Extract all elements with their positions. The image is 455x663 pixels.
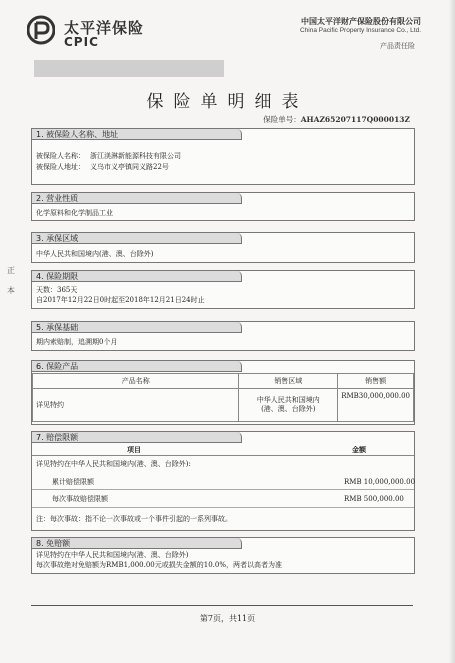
col-header: 销售区域: [239, 374, 338, 389]
redacted-strip: [34, 60, 224, 77]
section-title: 7. 赔偿限额: [32, 432, 242, 443]
deductible-scope: 详见特约在中华人民共和国境内(港、澳、台除外): [36, 551, 189, 559]
insured-address: 义乌市义亭镇同义路22号: [90, 163, 169, 171]
section-title: 1. 被保险人名称、地址: [32, 129, 242, 140]
deductible-terms: 每次事故绝对免赔额为RMB1,000.00元或损失金额的10.0%，两者以高者为准: [36, 561, 282, 569]
cpic-logo-icon: [27, 15, 55, 45]
brand-name-cn: 太平洋保险: [64, 19, 145, 37]
section-limits: [31, 431, 415, 531]
trigger-basis: 期内索赔制，追溯期0个月: [36, 338, 118, 346]
insured-name: 浙江渼淋新能源科技有限公司: [90, 152, 181, 160]
period-range: 自2017年12月22日0时起至2018年12月21日24时止: [36, 296, 205, 304]
section-title: 3. 承保区域: [32, 233, 242, 244]
page-title: 保险单明细表: [146, 92, 309, 112]
section-business-nature: [31, 192, 415, 221]
coverage-territory: 中华人民共和国境内(港、澳、台除外): [36, 250, 154, 258]
per-occurrence-limit-label: 每次事故赔偿限额: [52, 495, 108, 503]
aggregate-limit-label: 累计赔偿限额: [52, 478, 94, 486]
per-occurrence-limit-amount: RMB 500,000.00: [344, 495, 404, 503]
side-mark-1: 正: [7, 266, 15, 275]
aggregate-limit-amount: RMB 10,000,000.00: [344, 478, 416, 486]
limits-note: 注：每次事故：指不论一次事故或一个事件引起的一系列事故。: [36, 515, 232, 523]
limits-col-amount: 金额: [352, 445, 366, 454]
policy-number-label: 保险单号：: [263, 115, 301, 124]
divider: [32, 489, 414, 490]
divider: [32, 507, 414, 508]
section-title: 6. 保险产品: [32, 361, 242, 372]
limits-scope: 详见特约在中华人民共和国境内(港、澳、台除外):: [36, 460, 191, 468]
insured-name-label: 被保险人名称：: [36, 152, 85, 160]
col-header: 销售额: [338, 374, 414, 389]
page-edge-shadow: [449, 0, 455, 663]
section-policy-period: [31, 270, 415, 309]
company-name-cn: 中国太平洋财产保险股份有限公司: [301, 17, 421, 26]
section-title: 4. 保险期限: [32, 271, 242, 282]
col-header: 产品名称: [33, 374, 239, 389]
section-title: 5. 承保基础: [32, 322, 242, 333]
page-number: 第7页，共11页: [199, 614, 256, 623]
section-insured-products: [31, 360, 415, 425]
divider: [32, 455, 414, 456]
policy-number: [263, 114, 410, 125]
section-insured: [31, 128, 415, 185]
products-table: [32, 373, 414, 422]
insured-address-label: 被保险人地址：: [36, 163, 85, 171]
business-nature: 化学原料和化学制品工业: [36, 209, 113, 217]
table-row: [33, 389, 414, 422]
product-name: 详见特约: [33, 389, 239, 422]
footer-divider: [31, 605, 413, 606]
table-header-row: [33, 374, 414, 389]
sales-region-line: 中华人民共和国境内: [256, 396, 320, 404]
policy-number-value: AHAZ65207117Q000013Z: [300, 115, 410, 124]
insurance-line-type: 产品责任险: [380, 42, 415, 50]
section-trigger-basis: [31, 321, 415, 351]
brand-name-en: CPIC: [64, 35, 99, 49]
sales-region-line: (港、澳、台除外): [261, 405, 316, 413]
section-title: 8. 免赔额: [32, 538, 242, 549]
sales-region: [239, 389, 338, 422]
limits-col-item: 项目: [127, 445, 141, 454]
company-name-en: China Pacific Property Insurance Co., Ltd.: [299, 27, 421, 34]
sales-amount: RMB30,000,000.00: [338, 389, 414, 422]
section-coverage-territory: [31, 232, 415, 263]
period-days: 天数：365天: [36, 286, 78, 294]
side-mark-2: 本: [7, 286, 15, 295]
section-title: 2. 营业性质: [32, 193, 242, 204]
section-deductible: [31, 537, 415, 574]
